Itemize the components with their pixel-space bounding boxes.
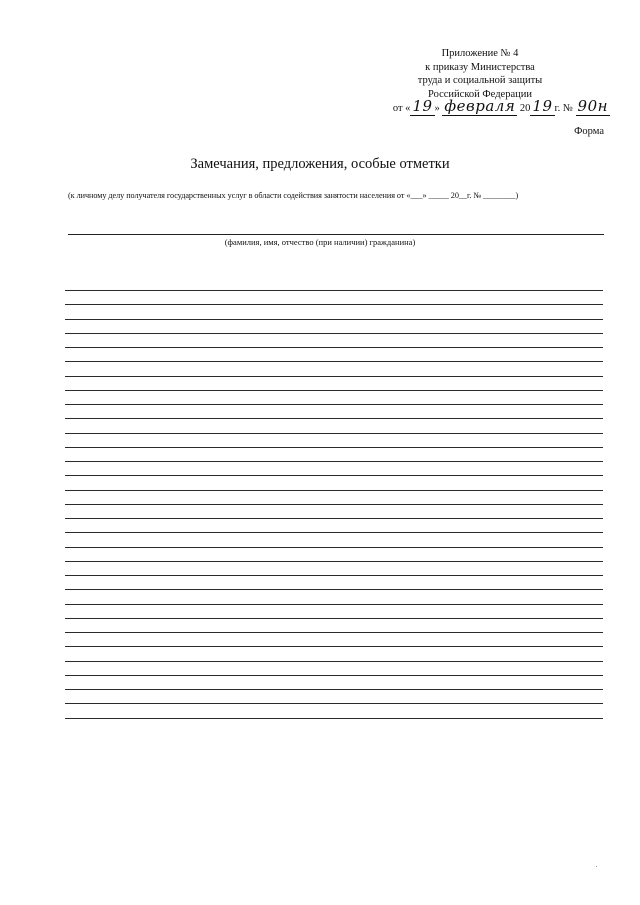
writing-rule-line bbox=[65, 418, 603, 419]
writing-rule-line bbox=[65, 589, 603, 590]
appendix-block bbox=[380, 47, 580, 101]
writing-rule-line bbox=[65, 703, 603, 704]
appendix-line: к приказу Министерства bbox=[425, 61, 535, 73]
writing-rule-line bbox=[65, 475, 603, 476]
appendix-line: Приложение № 4 bbox=[441, 48, 519, 59]
writing-rule-line bbox=[65, 404, 603, 405]
citizen-name-caption: (фамилия, имя, отчество (при наличии) гражданина) bbox=[224, 237, 416, 247]
order-year-prefix: 20 bbox=[519, 103, 531, 114]
document-subtitle: (к личному делу получателя государственных услуг в области содействия занятости населения от «___» _____ 20__г. № ________) bbox=[68, 191, 519, 200]
order-month-handwritten: февраля bbox=[444, 97, 516, 115]
order-quote-close: » bbox=[434, 103, 440, 114]
writing-rule-line bbox=[65, 290, 603, 291]
writing-rule-line bbox=[65, 547, 603, 548]
writing-rule-line bbox=[65, 675, 603, 676]
writing-rule-line bbox=[65, 376, 603, 377]
appendix-line: Российской Федерации bbox=[428, 88, 532, 100]
writing-rule-line bbox=[65, 575, 603, 576]
order-year-handwritten: 19 bbox=[532, 97, 553, 115]
writing-rule-line bbox=[65, 661, 603, 662]
order-number-handwritten: 90н bbox=[577, 97, 608, 115]
writing-rule-line bbox=[65, 433, 603, 434]
writing-rule-line bbox=[65, 689, 603, 690]
form-label: Форма bbox=[574, 126, 604, 137]
order-prefix: от « bbox=[392, 103, 411, 114]
writing-rule-line bbox=[65, 646, 603, 647]
writing-rule-line bbox=[65, 718, 603, 719]
order-reference bbox=[393, 97, 610, 115]
writing-rule-line bbox=[65, 504, 603, 505]
scan-speck bbox=[596, 866, 597, 867]
appendix-line: труда и социальной защиты bbox=[417, 75, 543, 87]
writing-rule-line bbox=[65, 604, 603, 605]
order-number-label: г. № bbox=[554, 103, 573, 114]
order-day-handwritten: 19 bbox=[412, 97, 433, 115]
writing-rule-line bbox=[65, 618, 603, 619]
writing-rule-line bbox=[65, 461, 603, 462]
citizen-name-line bbox=[68, 234, 604, 235]
writing-rule-line bbox=[65, 390, 603, 391]
writing-rule-line bbox=[65, 532, 603, 533]
writing-rule-line bbox=[65, 319, 603, 320]
writing-rule-line bbox=[65, 304, 603, 305]
writing-rule-line bbox=[65, 347, 603, 348]
writing-rule-line bbox=[65, 361, 603, 362]
writing-rule-line bbox=[65, 561, 603, 562]
writing-rule-line bbox=[65, 333, 603, 334]
writing-rule-line bbox=[65, 447, 603, 448]
document-title: Замечания, предложения, особые отметки bbox=[190, 156, 450, 172]
writing-rule-line bbox=[65, 518, 603, 519]
writing-rule-line bbox=[65, 632, 603, 633]
writing-rule-line bbox=[65, 490, 603, 491]
